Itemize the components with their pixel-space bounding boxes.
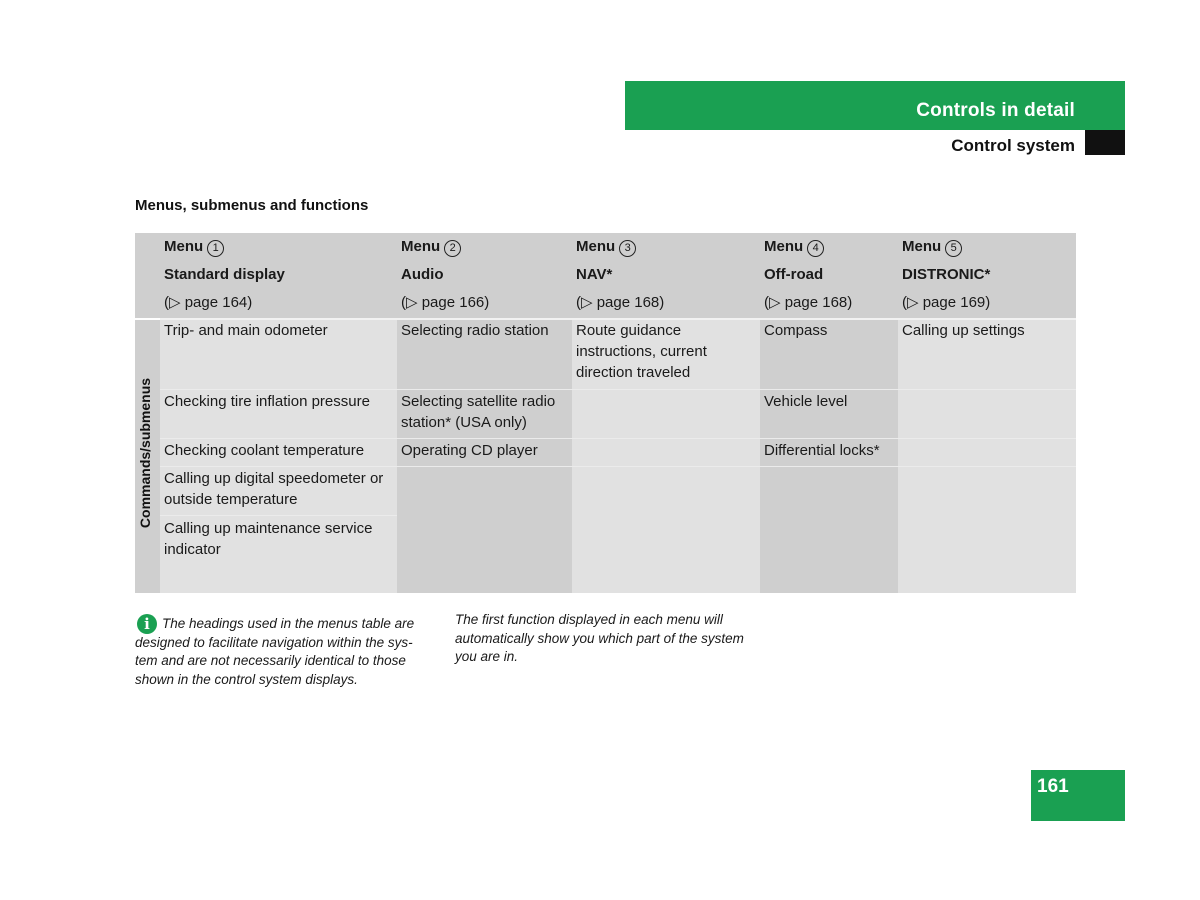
menu-2-title <box>401 236 461 257</box>
menu-number-badge: 1 <box>207 240 224 257</box>
menu-3-title <box>576 236 636 257</box>
menu-label: Menu <box>576 238 616 255</box>
menu-3-page-ref: (▷ page 168) <box>576 294 665 311</box>
row-divider <box>160 466 1076 467</box>
menu-label: Menu <box>764 238 804 255</box>
table-cell: Calling up digital speedometer or outside temperature <box>164 470 384 508</box>
page-number-box <box>1031 770 1125 821</box>
table-cell: Checking coolant temperature <box>164 442 365 459</box>
menu-label: Menu <box>401 238 441 255</box>
menu-label: Menu <box>902 238 942 255</box>
menu-number-badge: 5 <box>945 240 962 257</box>
table-cell: Vehicle level <box>764 393 848 410</box>
section-header-bar <box>625 130 1125 155</box>
table-cell: Differential locks* <box>764 442 880 459</box>
menu-1-name: Standard display <box>164 266 285 283</box>
column-background <box>898 320 1076 593</box>
menu-1-page-ref: (▷ page 164) <box>164 294 253 311</box>
menu-4-page-ref: (▷ page 168) <box>764 294 853 311</box>
table-cell: Selecting radio station <box>401 322 549 339</box>
menu-3-name: NAV* <box>576 266 613 283</box>
menu-5-page-ref: (▷ page 169) <box>902 294 991 311</box>
menu-number-badge: 3 <box>619 240 636 257</box>
menu-2-page-ref: (▷ page 166) <box>401 294 490 311</box>
menu-number-badge: 2 <box>444 240 461 257</box>
page-number: 161 <box>1037 776 1069 797</box>
menu-5-name: DISTRONIC* <box>902 266 991 283</box>
table-cell: Selecting satellite radio station* (USA only) <box>401 393 556 431</box>
info-note-continued: The first function displayed in each menu will automatically show you which part of the system you are in. <box>455 612 744 664</box>
table-cell: Calling up maintenance service indicator <box>164 520 373 558</box>
menu-5-title <box>902 236 962 257</box>
table-cell: Compass <box>764 322 828 339</box>
menu-4-name: Off-road <box>764 266 824 283</box>
info-note: The headings used in the menus table are designed to facilitate navigation within the sys-tem and are not necessarily identical to those shown in the control system displays. <box>135 616 415 687</box>
table-cell: Operating CD player <box>401 442 538 459</box>
row-divider <box>160 438 1076 439</box>
menu-4-title <box>764 236 824 257</box>
row-divider <box>160 389 1076 390</box>
section-marker-block <box>1085 130 1125 155</box>
table-cell: Checking tire inflation pressure <box>164 393 370 410</box>
section-header-title: Control system <box>951 136 1075 155</box>
menu-1-title <box>164 236 224 257</box>
row-divider <box>160 515 397 516</box>
menu-2-name: Audio <box>401 266 444 283</box>
table-cell: Calling up settings <box>902 322 1025 339</box>
menu-label: Menu <box>164 238 204 255</box>
table-cell: Trip- and main odometer <box>164 322 328 339</box>
chapter-header-bar <box>625 81 1125 130</box>
table-heading: Menus, submenus and functions <box>135 197 369 214</box>
info-icon: i <box>137 614 157 634</box>
chapter-title: Controls in detail <box>916 100 1075 121</box>
side-label: Commands/submenus <box>137 377 153 529</box>
table-cell: Route guidance instructions, current direction traveled <box>576 322 707 381</box>
menus-table <box>135 233 1076 593</box>
menu-number-badge: 4 <box>807 240 824 257</box>
